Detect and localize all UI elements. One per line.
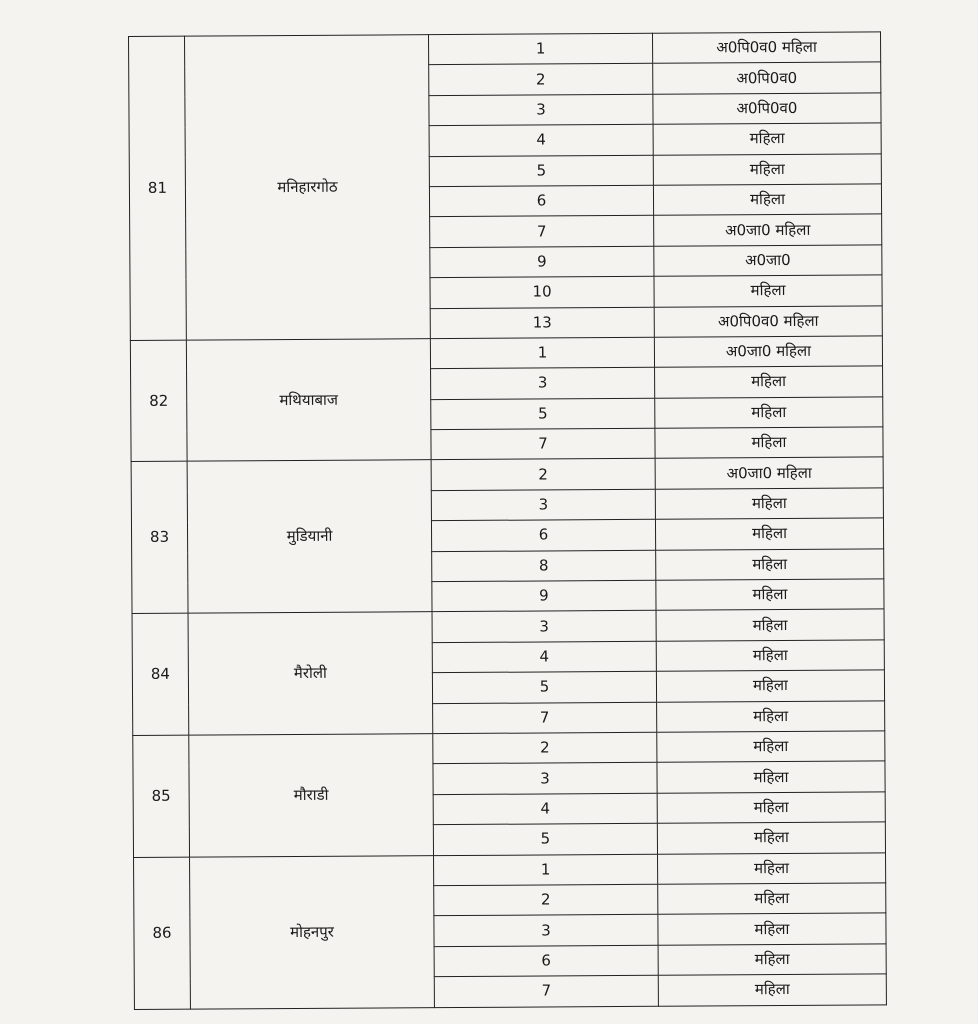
ward-number-cell: 9	[430, 246, 654, 278]
ward-number-cell: 6	[434, 945, 658, 977]
village-name-cell: मुडियानी	[187, 460, 432, 613]
ward-number-cell: 2	[434, 884, 658, 916]
reservation-category-cell: महिला	[656, 549, 884, 581]
reservation-category-cell: महिला	[655, 427, 883, 459]
reservation-category-cell: अ0पि0व0 महिला	[652, 32, 880, 64]
reservation-category-cell: अ0जा0 महिला	[655, 457, 883, 489]
reservation-category-cell: अ0पि0व0	[653, 62, 881, 94]
ward-number-cell: 3	[431, 489, 655, 521]
village-name-cell: मथियाबाज	[186, 339, 431, 462]
ward-number-cell: 8	[432, 550, 656, 582]
table-body	[129, 32, 887, 1009]
reservation-category-cell: महिला	[657, 761, 885, 793]
reservation-category-cell: अ0पि0व0 महिला	[654, 305, 882, 337]
ward-number-cell: 6	[431, 520, 655, 552]
reservation-category-cell: महिला	[655, 488, 883, 520]
serial-number-cell: 81	[129, 36, 187, 340]
reservation-category-cell: महिला	[655, 518, 883, 550]
reservation-category-cell: महिला	[653, 184, 881, 216]
ward-number-cell: 3	[433, 763, 657, 795]
village-name-cell: मनिहारगोठ	[185, 35, 431, 340]
village-name-cell: मैरोली	[188, 612, 433, 735]
serial-number-cell: 86	[134, 857, 191, 1009]
reservation-category-cell: महिला	[658, 944, 886, 976]
reservation-category-cell: महिला	[653, 123, 881, 155]
ward-number-cell: 7	[433, 702, 657, 734]
reservation-category-cell: अ0जा0	[654, 245, 882, 277]
serial-number-cell: 83	[131, 462, 188, 614]
ward-number-cell: 7	[434, 975, 658, 1007]
reservation-category-cell: महिला	[656, 640, 884, 672]
ward-number-cell: 4	[429, 124, 653, 156]
reservation-category-cell: महिला	[657, 792, 885, 824]
ward-number-cell: 6	[429, 185, 653, 217]
ward-number-cell: 5	[432, 671, 656, 703]
reservation-category-cell: महिला	[655, 397, 883, 429]
village-name-cell: मोहनपुर	[190, 855, 435, 1008]
ward-number-cell: 5	[429, 155, 653, 187]
ward-number-cell: 10	[430, 276, 654, 308]
ward-number-cell: 1	[428, 33, 652, 65]
reservation-category-cell: महिला	[656, 579, 884, 611]
ward-number-cell: 5	[431, 398, 655, 430]
ward-number-cell: 3	[432, 611, 656, 643]
reservation-category-cell: अ0पि0व0	[653, 93, 881, 125]
ward-number-cell: 1	[434, 854, 658, 886]
reservation-category-cell: महिला	[658, 883, 886, 915]
reservation-category-cell: महिला	[658, 913, 886, 945]
reservation-category-cell: अ0जा0 महिला	[654, 336, 882, 368]
ward-number-cell: 2	[431, 459, 655, 491]
reservation-category-cell: अ0जा0 महिला	[654, 214, 882, 246]
reservation-category-cell: महिला	[655, 366, 883, 398]
reservation-category-cell: महिला	[657, 731, 885, 763]
ward-number-cell: 13	[430, 307, 654, 339]
reservation-category-cell: महिला	[658, 974, 886, 1006]
serial-number-cell: 85	[133, 735, 190, 857]
reservation-category-cell: महिला	[657, 822, 885, 854]
table-row	[134, 852, 886, 887]
ward-number-cell: 3	[431, 368, 655, 400]
ward-number-cell: 2	[433, 732, 657, 764]
reservation-category-cell: महिला	[653, 153, 881, 185]
ward-number-cell: 5	[433, 823, 657, 855]
village-name-cell: मौराडी	[189, 734, 434, 857]
ward-number-cell: 1	[430, 337, 654, 369]
reservation-category-cell: महिला	[656, 609, 884, 641]
reservation-category-cell: महिला	[654, 275, 882, 307]
ward-number-cell: 4	[432, 641, 656, 673]
table-row	[129, 32, 881, 67]
table-row	[130, 336, 882, 371]
ward-reservation-table	[128, 31, 887, 1009]
ward-number-cell: 3	[429, 94, 653, 126]
ward-number-cell: 7	[430, 216, 654, 248]
reservation-category-cell: महिला	[658, 852, 886, 884]
ward-number-cell: 3	[434, 915, 658, 947]
serial-number-cell: 82	[130, 340, 187, 462]
ward-number-cell: 9	[432, 580, 656, 612]
ward-number-cell: 7	[431, 428, 655, 460]
ward-number-cell: 2	[429, 64, 653, 96]
serial-number-cell: 84	[132, 614, 189, 736]
table-row	[131, 457, 883, 492]
table-row	[132, 609, 884, 644]
reservation-category-cell: महिला	[656, 670, 884, 702]
ward-number-cell: 4	[433, 793, 657, 825]
table-row	[133, 731, 885, 766]
reservation-category-cell: महिला	[657, 700, 885, 732]
